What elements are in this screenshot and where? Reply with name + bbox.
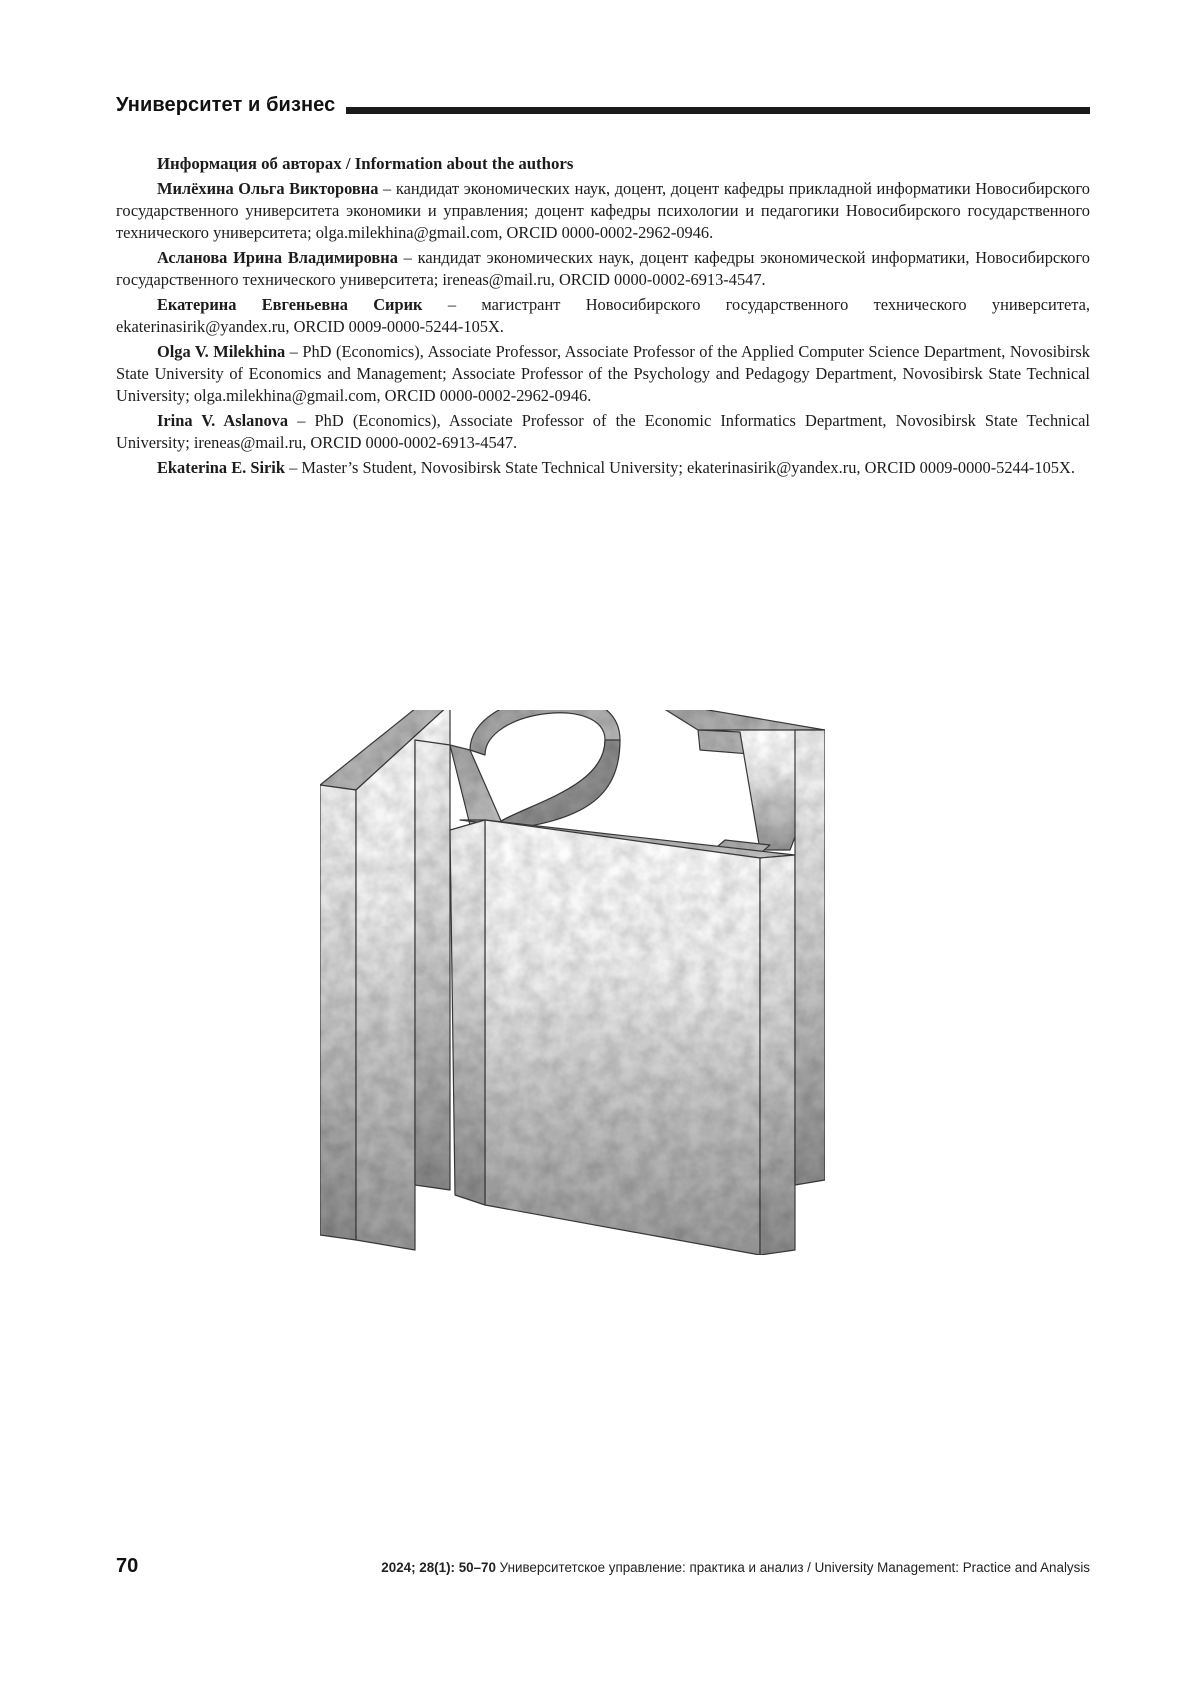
header-rule [346,107,1090,114]
journal-issue: 2024; 28(1): 50–70 [381,1560,496,1575]
author-entry [116,178,1090,244]
author-entry [116,341,1090,407]
journal-logo-3d-emblem-icon [320,710,880,1370]
author-details: – кандидат экономических наук, доцент, доцент кафедры прикладной информатики Новосибирского государственного университета экономики и управления; доцент кафедры психологии и педагогики Новосибирского государственного технического университета; olga.milekhina@gmail.com, ORCID 0000-0002-2962-0946. [116,179,1090,242]
author-name: Irina V. Aslanova [157,411,289,430]
author-entry [116,410,1090,454]
author-details: – PhD (Economics), Associate Professor, Associate Professor of the Applied Computer Science Department, Novosibirsk State University of Economics and Management; Associate Professor of the Psychology and Pedagogy Department, Novosibirsk State Technical University; olga.milekhina@gmail.com, ORCID 0000-0002-2962-0946. [116,342,1090,405]
running-header [116,92,1090,122]
author-name: Ekaterina E. Sirik [157,458,285,477]
page-number: 70 [116,1555,139,1577]
author-details: – кандидат экономических наук, доцент кафедры экономической информатики, Новосибирского государственного технического университета; ireneas@mail.ru, ORCID 0000-0002-6913-4547. [116,248,1090,289]
author-name: Асланова Ирина Владимировна [157,248,398,267]
page-footer [116,1555,1090,1585]
journal-title: Университетское управление: практика и анализ / University Management: Practice and Analysis [495,1560,1090,1575]
author-entry [116,294,1090,338]
authors-info [116,153,1090,482]
author-entry [116,457,1090,479]
author-details: – Master’s Student, Novosibirsk State Technical University; ekaterinasirik@yandex.ru, ORCID 0009-0000-5244-105X. [284,458,1075,477]
author-details: – PhD (Economics), Associate Professor of the Economic Informatics Department, Novosibirsk State Technical University; ireneas@mail.ru, ORCID 0000-0002-6913-4547. [116,411,1090,452]
author-name: Екатерина Евгеньевна Сирик [157,295,423,314]
author-name: Olga V. Milekhina [157,342,286,361]
author-entry [116,247,1090,291]
authors-heading: Информация об авторах / Information about the authors [157,154,574,173]
author-name: Милёхина Ольга Викторовна [157,179,379,198]
journal-reference [381,1560,1090,1575]
author-details: – магистрант Новосибирского государственного технического университета, ekaterinasirik@yandex.ru, ORCID 0009-0000-5244-105X. [116,295,1090,336]
section-title: Университет и бизнес [116,94,336,116]
